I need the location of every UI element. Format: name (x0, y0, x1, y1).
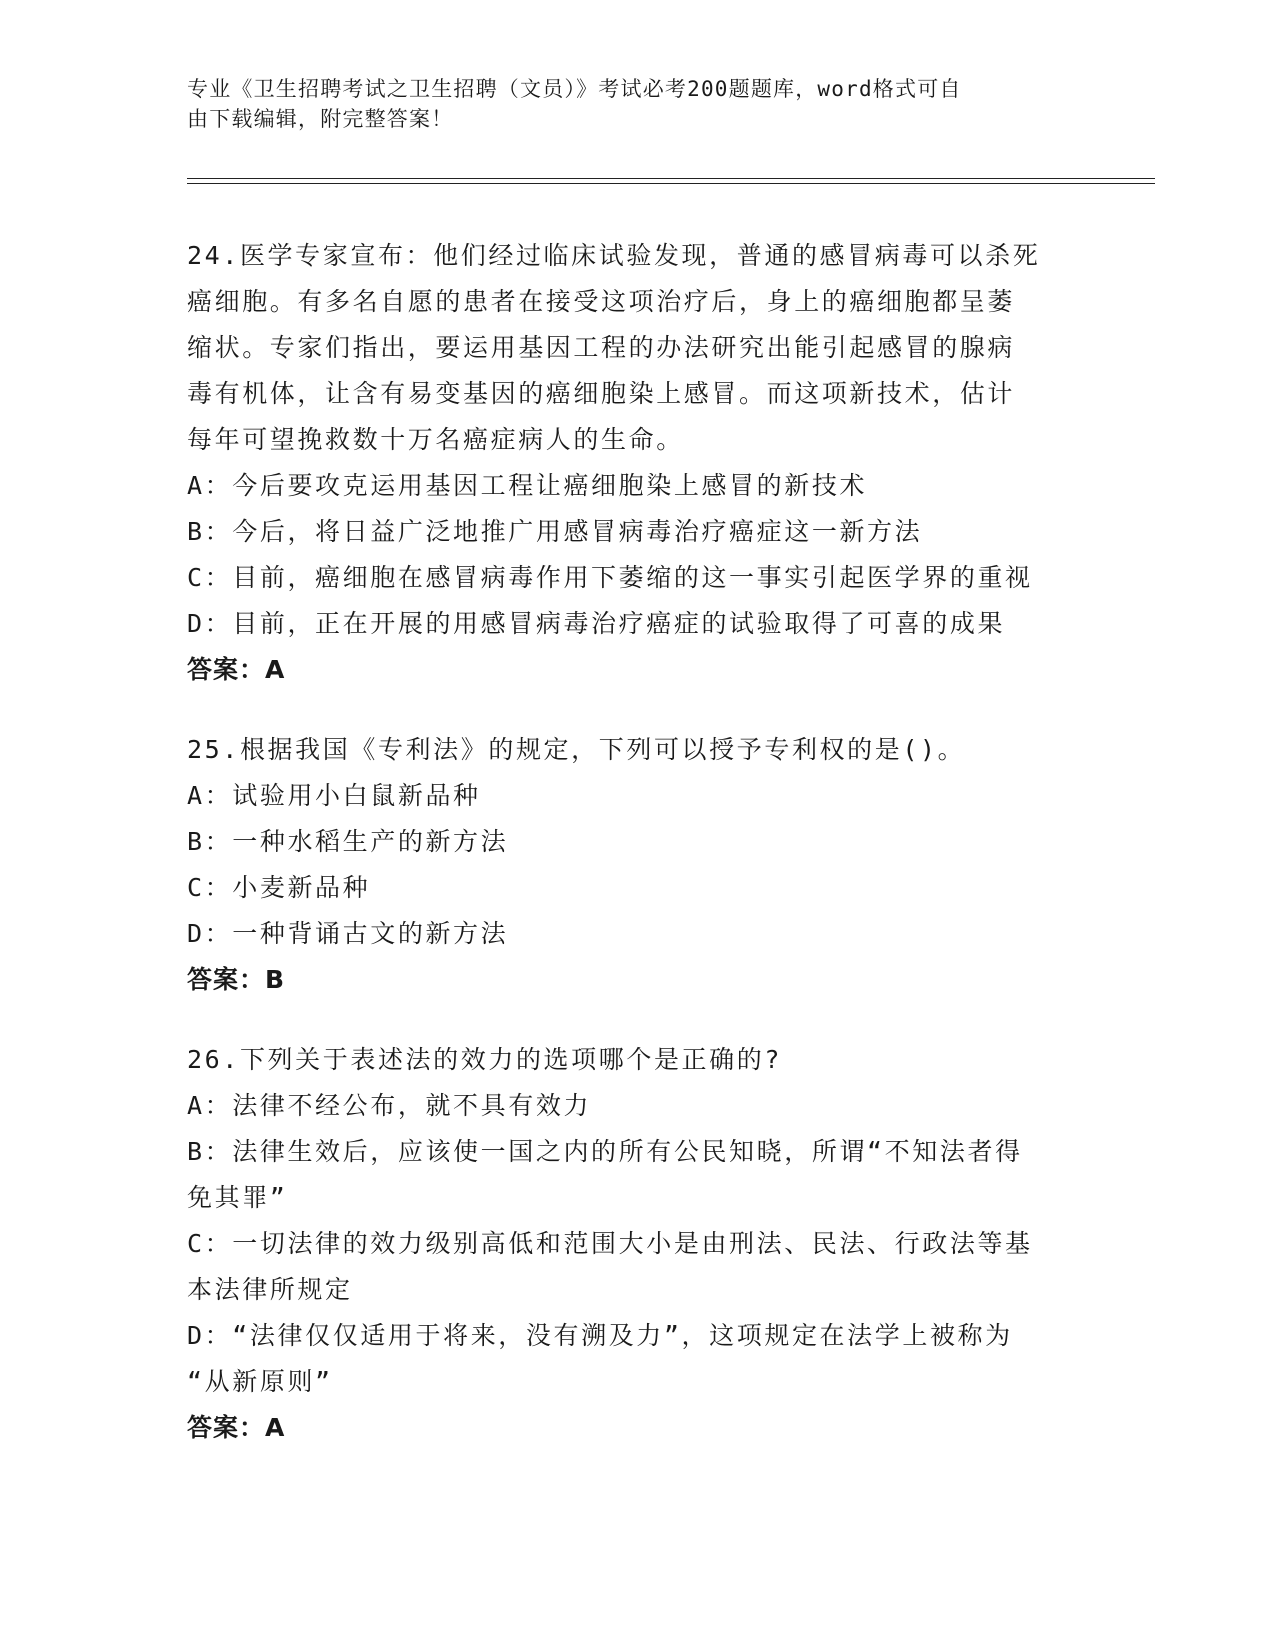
question-stem-line: 缩状。专家们指出，要运用基因工程的办法研究出能引起感冒的腺病 (187, 333, 1016, 362)
option-a: A：试验用小白鼠新品种 (187, 781, 481, 810)
question-list (187, 233, 1087, 1485)
option-c: C：目前，癌细胞在感冒病毒作用下萎缩的这一事实引起医学界的重视 (187, 563, 1033, 592)
question-stem-line: 24.医学专家宣布：他们经过临床试验发现，普通的感冒病毒可以杀死 (187, 241, 1041, 270)
option-d: D：目前，正在开展的用感冒病毒治疗癌症的试验取得了可喜的成果 (187, 609, 1006, 638)
option-b: B：法律生效后，应该使一国之内的所有公民知晓，所谓“不知法者得 (187, 1137, 1023, 1166)
option-b: B：一种水稻生产的新方法 (187, 827, 509, 856)
option-a: A：法律不经公布，就不具有效力 (187, 1091, 592, 1120)
header-line-2: 由下载编辑，附完整答案！ (187, 107, 454, 131)
option-d: D：一种背诵古文的新方法 (187, 919, 509, 948)
header-line-1: 专业《卫生招聘考试之卫生招聘（文员）》考试必考200题题库，word格式可自 (187, 77, 962, 101)
document-header (187, 74, 1067, 134)
question-stem-line: 25.根据我国《专利法》的规定，下列可以授予专利权的是()。 (187, 735, 966, 764)
option-b: B：今后，将日益广泛地推广用感冒病毒治疗癌症这一新方法 (187, 517, 923, 546)
option-d-continued: “从新原则” (187, 1367, 333, 1396)
option-b-continued: 免其罪” (187, 1183, 288, 1212)
question-stem-line: 每年可望挽救数十万名癌症病人的生命。 (187, 425, 684, 454)
header-divider-top (187, 178, 1155, 179)
option-a: A：今后要攻克运用基因工程让癌细胞染上感冒的新技术 (187, 471, 868, 500)
answer-label: 答案：B (187, 965, 286, 994)
question-stem-line: 毒有机体，让含有易变基因的癌细胞染上感冒。而这项新技术，估计 (187, 379, 1016, 408)
question-25 (187, 727, 1087, 1003)
header-divider-bottom (187, 183, 1155, 184)
question-26 (187, 1037, 1087, 1451)
question-stem-line: 癌细胞。有多名自愿的患者在接受这项治疗后，身上的癌细胞都呈萎 (187, 287, 1016, 316)
question-24 (187, 233, 1087, 693)
option-c-continued: 本法律所规定 (187, 1275, 353, 1304)
option-d: D：“法律仅仅适用于将来，没有溯及力”，这项规定在法学上被称为 (187, 1321, 1013, 1350)
option-c: C：小麦新品种 (187, 873, 371, 902)
answer-label: 答案：A (187, 655, 286, 684)
question-stem-line: 26.下列关于表述法的效力的选项哪个是正确的? (187, 1045, 783, 1074)
answer-label: 答案：A (187, 1413, 286, 1442)
option-c: C：一切法律的效力级别高低和范围大小是由刑法、民法、行政法等基 (187, 1229, 1033, 1258)
